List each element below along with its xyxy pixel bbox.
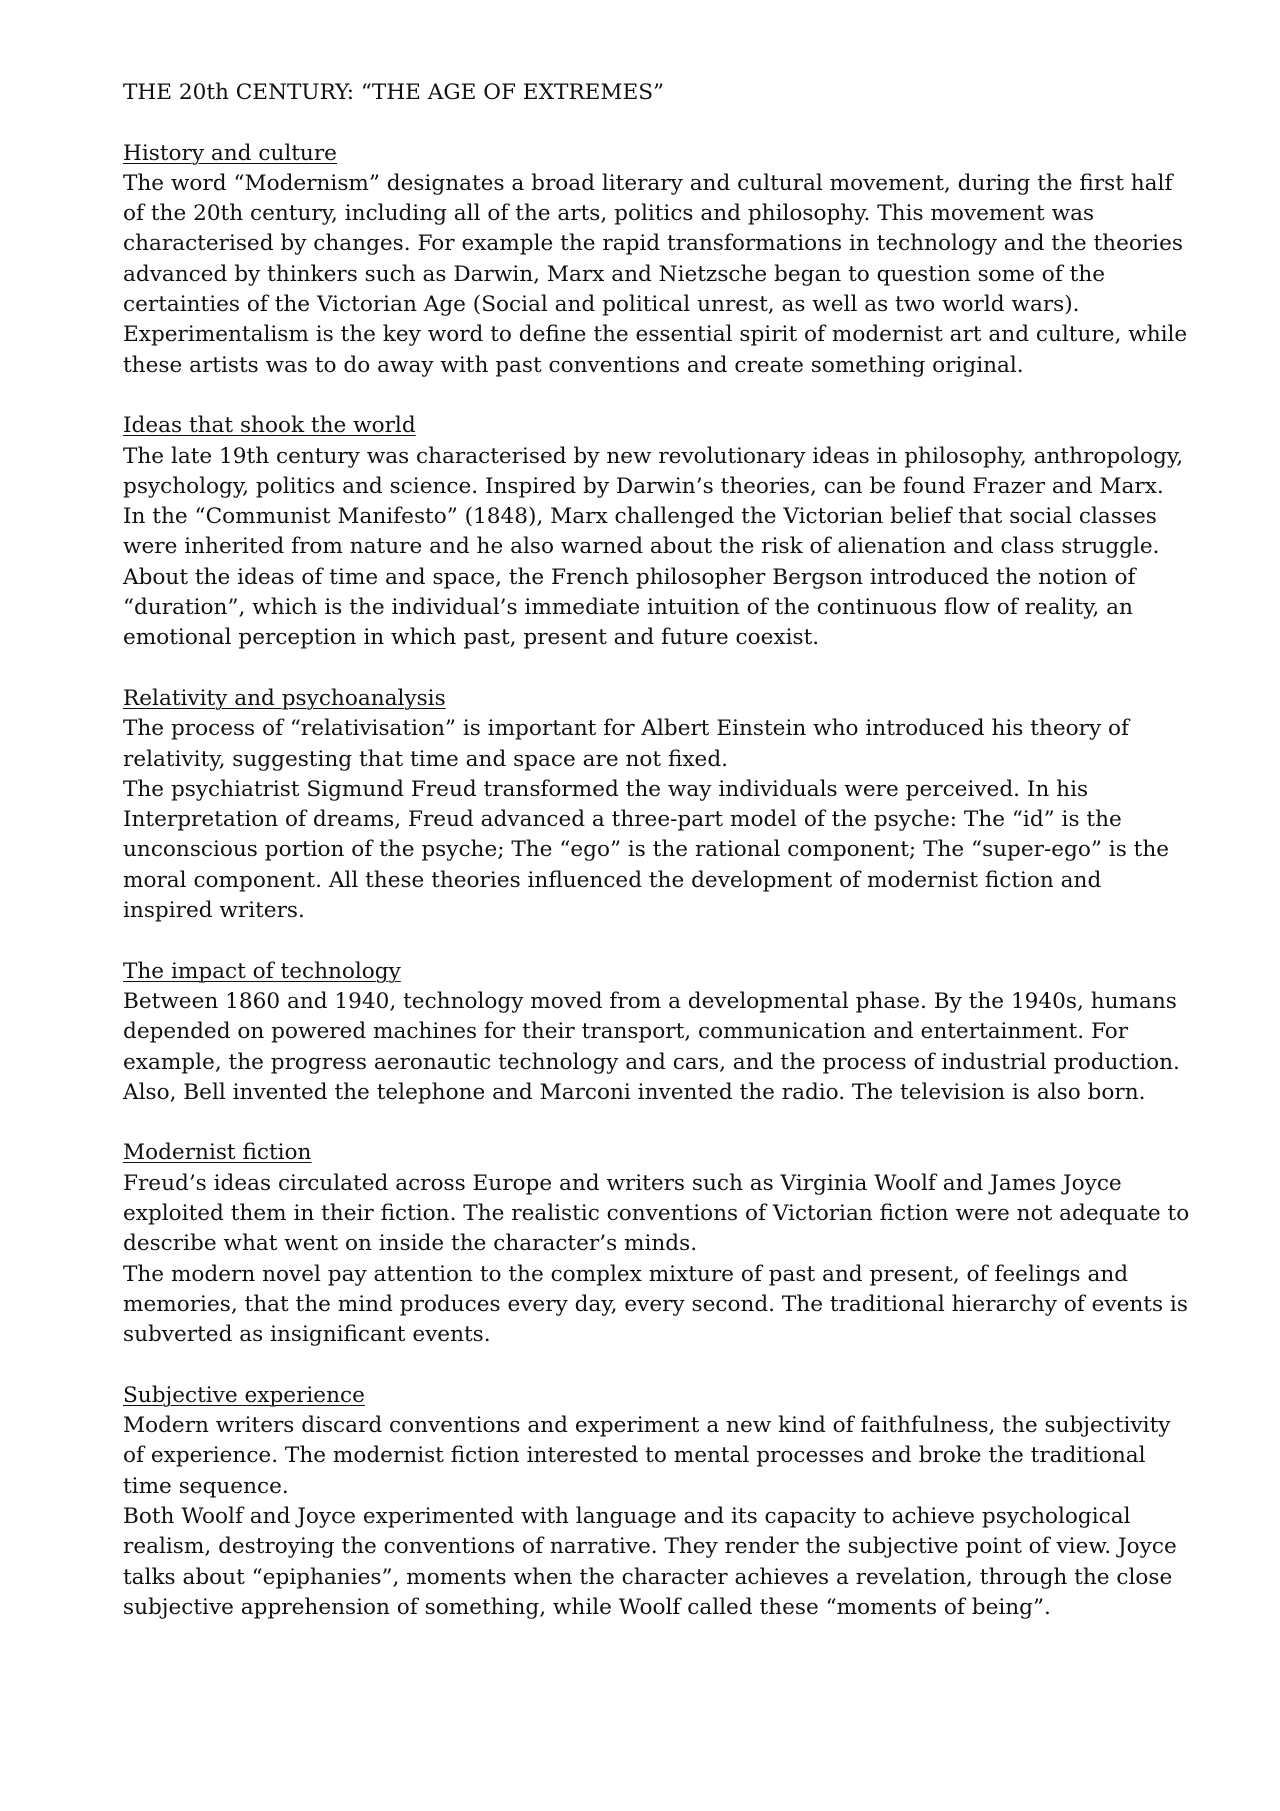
section-paragraph: Both Woolf and Joyce experimented with language and its capacity to achieve psychological realism, destroying the conventions of narrative. They render the subjective point of view. Joyce talks about “epiphanies”, moments when the character achieves a revelation, through the close subjective apprehension of something, while Woolf called these “moments of being”. xyxy=(123,1503,1177,1620)
document-page xyxy=(123,78,1193,1653)
section-paragraph: The modern novel pay attention to the complex mixture of past and present, of feelings and memories, that the mind produces every day, every second. The traditional hierarchy of events is subverted as insignificant events. xyxy=(123,1261,1188,1348)
section-relativity-and-psychoanalysis xyxy=(123,684,1193,926)
section-heading: Subjective experience xyxy=(123,1382,365,1408)
page-title: THE 20th CENTURY: “THE AGE OF EXTREMES” xyxy=(123,80,665,105)
section-paragraph: Freud’s ideas circulated across Europe and writers such as Virginia Woolf and James Joyce exploited them in their fiction. The realistic conventions of Victorian fiction were not adequate to describe what went on inside the character’s minds. xyxy=(123,1170,1190,1257)
section-ideas-that-shook-the-world xyxy=(123,411,1193,653)
section-history-and-culture xyxy=(123,139,1193,381)
section-paragraph: The process of “relativisation” is important for Albert Einstein who introduced his theory of relativity, suggesting that time and space are not fixed. xyxy=(123,716,1129,772)
section-heading: Modernist fiction xyxy=(123,1140,312,1166)
section-impact-of-technology xyxy=(123,957,1193,1108)
section-paragraph: Modern writers discard conventions and experiment a new kind of faithfulness, the subjectivity of experience. The modernist fiction interested to mental processes and broke the traditional time sequence. xyxy=(123,1413,1171,1499)
section-subjective-experience xyxy=(123,1381,1193,1623)
section-paragraph: The psychiatrist Sigmund Freud transformed the way individuals were perceived. In his Interpretation of dreams, Freud advanced a three-part model of the psyche: The “id” is the unconscious portion of the psyche; The “ego” is the rational component; The “super-ego” is the moral component. All these theories influenced the development of modernist fiction and inspired writers. xyxy=(123,776,1169,924)
section-paragraph: The late 19th century was characterised by new revolutionary ideas in philosophy, anthropology, psychology, politics and science. Inspired by Darwin’s theories, can be found Frazer and Marx. In the “Communist Manifesto” (1848), Marx challenged the Victorian belief that social classes were inherited from nature and he also warned about the risk of alienation and class struggle. xyxy=(123,443,1184,560)
section-heading: The impact of technology xyxy=(123,958,401,984)
section-paragraph: About the ideas of time and space, the French philosopher Bergson introduced the notion of “duration”, which is the individual’s immediate intuition of the continuous flow of reality, an emotional perception in which past, present and future coexist. xyxy=(123,564,1136,651)
section-heading: Relativity and psychoanalysis xyxy=(123,685,446,711)
section-modernist-fiction xyxy=(123,1138,1193,1350)
section-heading: History and culture xyxy=(123,140,337,166)
section-paragraph: The word “Modernism” designates a broad literary and cultural movement, during the first half of the 20th century, including all of the arts, politics and philosophy. This movement was characterised by changes. For example the rapid transformations in technology and the theories advanced by thinkers such as Darwin, Marx and Nietzsche began to question some of the certainties of the Victorian Age (Social and political unrest, as well as two world wars). Experimentalism is the key word to define the essential spirit of modernist art and culture, while these artists was to do away with past conventions and create something original. xyxy=(123,170,1188,378)
section-heading: Ideas that shook the world xyxy=(123,413,416,439)
section-paragraph: Between 1860 and 1940, technology moved from a developmental phase. By the 1940s, humans depended on powered machines for their transport, communication and entertainment. For example, the progress aeronautic technology and cars, and the process of industrial production. Also, Bell invented the telephone and Marconi invented the radio. The television is also born. xyxy=(123,988,1180,1105)
